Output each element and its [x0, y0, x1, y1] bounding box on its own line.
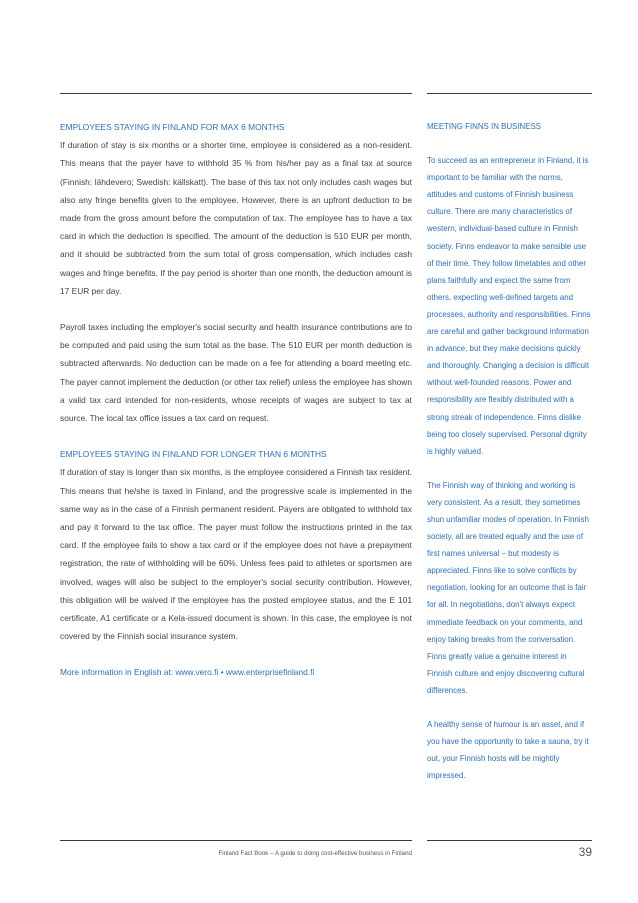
sidebar-paragraph: The Finnish way of thinking and working is very consistent. As a result, they sometimes shun unfamiliar modes of operation. In Finnish society, all are treated equally and the use of first names universal – but modesty is appreciated. Finns like to solve conflicts by negotiation, looking for an outcome that is fair for all. In negotiations, don't always expect immediate feedback on your comments, and enjoy taking breaks from the conversation. Finns greatly value a genuine interest in Finnish culture and enjoy discovering cultural differences.: [427, 480, 589, 695]
top-rule-left: [60, 93, 412, 94]
sidebar-paragraph: To succeed as an entrepreneur in Finland, it is important to be familiar with the norms, attitudes and customs of Finnish business culture. There are many characteristics of western, individual-based culture in Finnish society. Finns endeavor to make sensible use of their time. They follow timetables and other plans faithfully and expect the same from others, expecting well-defined targets and processes, authority and responsibilities. Finns are careful and gather background information in advance, but they make decisions quickly and thoroughly. Changing a decision is difficult without well-founded reasons. Power and responsibility are flexibly distributed with a strong streak of independence. Finns dislike being too closely supervised. Personal dignity is highly valued.: [427, 156, 591, 456]
section-heading-longer-than-6-months: EMPLOYEES STAYING IN FINLAND FOR LONGER THAN 6 MONTHS: [60, 449, 327, 460]
sidebar-paragraph: A healthy sense of humour is an asset, and if you have the opportunity to take a sauna, try it out, your Finnish hosts will be mightily impressed.: [427, 720, 589, 781]
more-information-links[interactable]: More information in English at: www.vero.fi • www.enterprisefinland.fi: [60, 667, 315, 678]
page-number: 39: [578, 845, 592, 859]
section-paragraph: If duration of stay is six months or a shorter time, employee is considered as a non-resident. This means that the payer have to withhold 35 % from his/her pay as a final tax at source (Finnish: lähdevero; Swedish: källskatt). The base of this tax not only includes cash wages but also any fringe benefits given to the employee. However, there is an upfront deduction to be made from the gross amount before the computation of tax. The employee has to have a tax card in which the deduction is specified. The amount of the deduction is 510 EUR per month, and it should be subtracted from the sum total of gross compensation, which includes cash wages and fringe benefits. If the pay period is shorter than one month, the deduction amount is 17 EUR per day.: [60, 140, 412, 296]
bottom-rule-right: [427, 840, 592, 841]
section-heading-max-6-months: EMPLOYEES STAYING IN FINLAND FOR MAX 6 MONTHS: [60, 122, 285, 132]
sidebar-heading: MEETING FINNS IN BUSINESS: [427, 122, 541, 131]
main-column: [60, 118, 412, 682]
bottom-rule-left: [60, 840, 412, 841]
top-rule-right: [427, 93, 592, 94]
section-paragraph: Payroll taxes including the employer's social security and health insurance contributions are to be computed and paid using the sum total as the base. The 510 EUR per month deduction is subtracted afterwards. No deduction can be made on a fee for attending a board meeting etc. The payer cannot implement the deduction (or other tax relief) unless the employee has shown a valid tax card intended for non-residents, whose receipts of wages are subject to tax at source. The local tax office issues a tax card on request.: [60, 322, 412, 424]
footer-caption: Finland Fact Book – A guide to doing cost-effective business in Finland: [218, 850, 412, 857]
sidebar-column: [427, 118, 592, 784]
section-paragraph: If duration of stay is longer than six months, is the employee considered a Finnish tax resident. This means that he/she is taxed in Finland, and the progressive scale is implemented in the same way as in the case of a Finnish permanent resident. Payers are obligated to withhold tax and pay it forward to the tax office. The payer must follow the instructions printed in the tax card. If the employee fails to show a tax card or if the employee does not have a prepayment registration, the rate of withholding will be 60%. Unless fees paid to athletes or sportsmen are involved, wages will also be subject to the employer's social security contribution. However, this obligation will be waived if the employee has the posted employee status, and the E 101 certificate, A1 certificate or a Kela-issued document is shown. In this case, the employee is not covered by the Finnish social insurance system.: [60, 467, 412, 642]
